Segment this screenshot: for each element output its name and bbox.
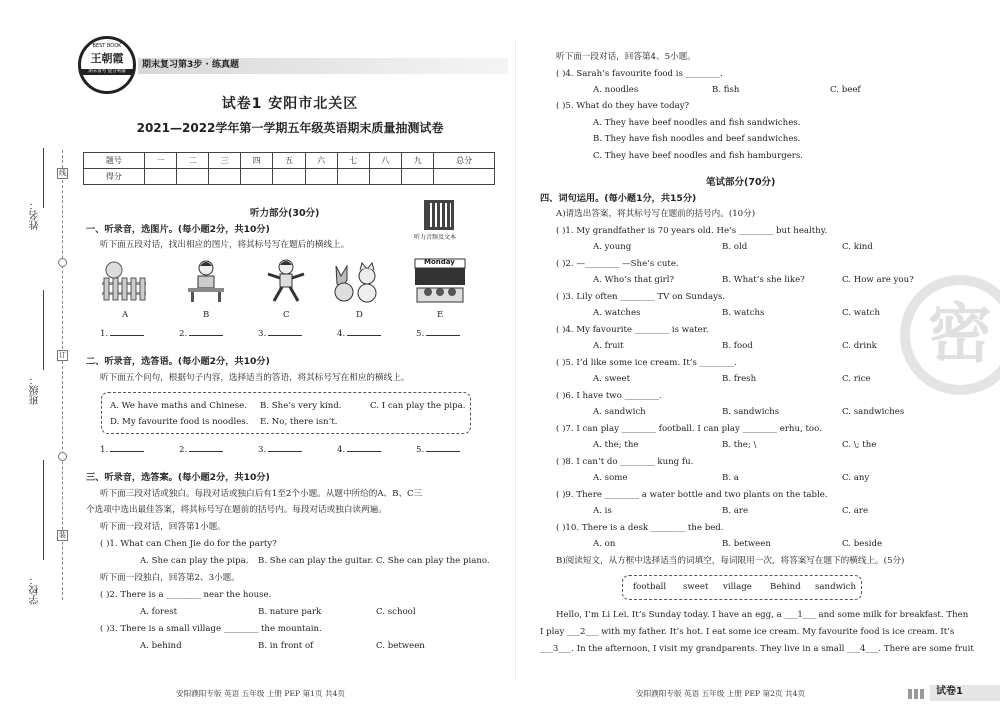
listening-heading: 听力部分(30分) bbox=[250, 208, 320, 219]
score-cell: 八 bbox=[369, 153, 401, 169]
pic-label-a: A bbox=[122, 310, 129, 320]
mc-option-a: A. sandwich bbox=[593, 407, 646, 417]
lead-2: 听下面一段独白，回答第2、3小题。 bbox=[100, 573, 240, 583]
q2-option-b: B. nature park bbox=[258, 607, 322, 617]
section-4-sub-b: B)阅读短文，从方框中选择适当的词填空，每词限用一次，将答案写在题下的横线上。(5分) bbox=[556, 556, 905, 566]
answer-2-2[interactable] bbox=[179, 444, 223, 456]
footer-squares-icon bbox=[908, 689, 926, 699]
punch-hole-icon bbox=[58, 452, 67, 461]
mc-option-c: C. kind bbox=[842, 242, 873, 252]
mc-option-b: B. between bbox=[722, 539, 771, 549]
mc-option-c: C. watch bbox=[842, 308, 881, 318]
mc-option-a: A. is bbox=[593, 506, 612, 516]
mc-option-b: B. sandwichs bbox=[722, 407, 780, 417]
answer-1-2[interactable] bbox=[179, 328, 223, 340]
answer-number: 4. bbox=[337, 445, 346, 455]
mc-option-a: A. the; the bbox=[593, 440, 639, 450]
answer-number: 3. bbox=[258, 445, 267, 455]
q4-option-a: A. noodles bbox=[593, 85, 639, 95]
mc-option-c: C. drink bbox=[842, 341, 877, 351]
passage-line-2: I play ___2___ with my father. It’s hot. I eat some ice cream. My favourite food is ice cream. It’s bbox=[540, 627, 955, 637]
mc-option-c: C. rice bbox=[842, 374, 871, 384]
answer-number: 2. bbox=[179, 329, 188, 339]
score-cell: 五 bbox=[273, 153, 305, 169]
written-heading: 笔试部分(70分) bbox=[706, 177, 776, 188]
mc-option-c: C. are bbox=[842, 506, 869, 516]
mc-option-b: B. food bbox=[722, 341, 753, 351]
name-label: 姓名： bbox=[30, 200, 41, 230]
kung-fu-boy-picture bbox=[262, 258, 310, 304]
question-1[interactable]: ( )1. What can Chen Jie do for the party? bbox=[100, 539, 277, 549]
mc-option-c: C. sandwiches bbox=[842, 407, 905, 417]
score-input[interactable] bbox=[369, 169, 401, 185]
pic-label-c: C bbox=[283, 310, 290, 320]
q3-option-c: C. between bbox=[376, 641, 425, 651]
page-divider bbox=[515, 40, 516, 680]
class-line bbox=[43, 290, 44, 370]
score-table-score-row bbox=[84, 169, 495, 185]
score-cell: 六 bbox=[305, 153, 337, 169]
cut-mark-mid: 订 bbox=[59, 351, 66, 359]
mc-option-c: C. \; the bbox=[842, 440, 877, 450]
footer-left: 安阳濮阳专版 英语 五年级 上册 PEP 第1页 共4页 bbox=[176, 689, 345, 698]
paper-title: 试卷1 安阳市北关区 bbox=[221, 96, 359, 112]
question-4[interactable]: ( )4. Sarah’s favourite food is ________. bbox=[556, 69, 723, 79]
answer-2-3[interactable] bbox=[258, 444, 302, 456]
q1-option-c: C. She can play the piano. bbox=[376, 556, 490, 566]
fence-tree-picture bbox=[100, 258, 148, 304]
answer-number: 5. bbox=[416, 445, 425, 455]
option-e: E. No, there isn’t. bbox=[260, 417, 338, 427]
q2-option-a: A. forest bbox=[140, 607, 178, 617]
section-3-instruction-1: 听下面三段对话或独白。每段对话或独白后有1至2个小题。从题中所给的A、B、C三 bbox=[100, 489, 423, 499]
answer-1-5[interactable] bbox=[416, 328, 460, 340]
pic-label-e: E bbox=[437, 310, 444, 320]
option-a: A. We have maths and Chinese. bbox=[110, 401, 247, 411]
class-label: 班级： bbox=[30, 375, 41, 405]
name-line bbox=[43, 148, 44, 208]
score-cell: 总分 bbox=[434, 153, 495, 169]
q3-option-a: A. behind bbox=[140, 641, 182, 651]
pic-label-b: B bbox=[203, 310, 210, 320]
score-input[interactable] bbox=[273, 169, 305, 185]
mc-option-c: C. How are you? bbox=[842, 275, 914, 285]
exam-title: 2021—2022学年第一学期五年级英语期末质量抽测试卷 bbox=[136, 121, 444, 135]
mc-question[interactable]: ( )10. There is a desk ________ the bed. bbox=[556, 523, 724, 533]
mc-option-a: A. some bbox=[593, 473, 628, 483]
mc-option-b: B. are bbox=[722, 506, 749, 516]
option-b: B. She’s very kind. bbox=[260, 401, 342, 411]
section-3-instruction-2: 个选项中选出最佳答案，将其标号写在题前的括号内。每段对话或独白读两遍。 bbox=[86, 505, 387, 515]
mc-question[interactable]: ( )8. I can’t do ________ kung fu. bbox=[556, 457, 694, 467]
section-1-title: 一、听录音，选图片。(每小题2分，共10分) bbox=[86, 224, 270, 235]
mc-question[interactable]: ( )6. I have two ________. bbox=[556, 391, 662, 401]
mc-option-a: A. young bbox=[593, 242, 632, 252]
pic-label-d: D bbox=[356, 310, 363, 320]
word-bank-item: sweet bbox=[683, 582, 709, 592]
footer-paper-tag: 试卷1 bbox=[930, 685, 1000, 701]
boy-at-desk-picture bbox=[182, 258, 230, 304]
score-cell: 九 bbox=[402, 153, 434, 169]
fox-and-cat-picture bbox=[332, 258, 380, 304]
score-table bbox=[83, 152, 495, 185]
mc-option-b: B. watchs bbox=[722, 308, 765, 318]
answer-2-5[interactable] bbox=[416, 444, 460, 456]
section-2-instruction: 听下面五个问句，根据句子内容，选择适当的答语，将其标号写在相应的横线上。 bbox=[100, 373, 410, 383]
mc-question[interactable]: ( )9. There ________ a water bottle and two plants on the table. bbox=[556, 490, 828, 500]
answer-2-4[interactable] bbox=[337, 444, 381, 456]
section-1-instruction: 听下面五段对话，找出相应的图片，将其标号写在题后的横线上。 bbox=[100, 240, 350, 250]
q3-option-b: B. in front of bbox=[258, 641, 314, 651]
score-input[interactable] bbox=[176, 169, 208, 185]
answer-number: 1. bbox=[100, 445, 109, 455]
logo-sub: 期末备考 提分利器 bbox=[81, 69, 133, 75]
word-bank-item: Behind bbox=[770, 582, 801, 592]
answer-1-1[interactable] bbox=[100, 328, 144, 340]
mc-question[interactable]: ( )7. I can play ________ football. I can play ________ erhu, too. bbox=[556, 424, 822, 434]
mc-option-b: B. the; \ bbox=[722, 440, 757, 450]
footer-right: 安阳濮阳专版 英语 五年级 上册 PEP 第2页 共4页 bbox=[636, 689, 805, 698]
q1-option-b: B. She can play the guitar. bbox=[258, 556, 374, 566]
word-bank-item: football bbox=[633, 582, 667, 592]
board-text: Monday bbox=[424, 258, 455, 266]
brand-logo bbox=[78, 36, 136, 94]
mc-question[interactable]: ( )1. My grandfather is 70 years old. He’s ________ but healthy. bbox=[556, 226, 828, 236]
mc-option-b: B. old bbox=[722, 242, 748, 252]
section-4-sub-a: A)请选出答案，将其标号写在题前的括号内。(10分) bbox=[556, 209, 756, 219]
cut-mark-top: 线 bbox=[59, 169, 66, 177]
mc-question[interactable]: ( )3. Lily often ________ TV on Sundays. bbox=[556, 292, 726, 302]
answer-1-4[interactable] bbox=[337, 328, 381, 340]
answer-number: 4. bbox=[337, 329, 346, 339]
mc-option-b: B. a bbox=[722, 473, 739, 483]
score-input[interactable] bbox=[144, 169, 176, 185]
lead-1: 听下面一段对话，回答第1小题。 bbox=[100, 522, 226, 532]
score-input[interactable] bbox=[402, 169, 434, 185]
mc-question[interactable]: ( )5. I’d like some ice cream. It’s ________. bbox=[556, 358, 737, 368]
watermark-seal bbox=[900, 275, 1000, 395]
section-3-title: 三、听录音，选答案。(每小题2分，共10分) bbox=[86, 472, 270, 483]
logo-badge: BEST BOOK bbox=[92, 43, 122, 49]
score-input[interactable] bbox=[241, 169, 273, 185]
q5-option-c: C. They have beef noodles and fish hamburgers. bbox=[593, 151, 804, 161]
passage-line-3: ___3___. In the afternoon, I visit my grandparents. They live in a small ___4___. There are some fruit bbox=[540, 644, 974, 654]
answer-1-3[interactable] bbox=[258, 328, 302, 340]
mc-option-a: A. watches bbox=[593, 308, 641, 318]
q2-option-c: C. school bbox=[376, 607, 416, 617]
answer-number: 2. bbox=[179, 445, 188, 455]
score-table-header-row bbox=[84, 153, 495, 169]
word-bank-item: village bbox=[723, 582, 752, 592]
school-line bbox=[43, 460, 44, 560]
school-label: 学校： bbox=[30, 575, 41, 605]
answer-number: 3. bbox=[258, 329, 267, 339]
score-input[interactable] bbox=[337, 169, 369, 185]
mc-option-a: A. on bbox=[593, 539, 616, 549]
word-bank-item: sandwich bbox=[815, 582, 857, 592]
cut-mark-bottom: 装 bbox=[59, 531, 66, 539]
header-banner: 期末复习第3步 · 练真题 bbox=[138, 58, 508, 74]
q5-option-b: B. They have fish noodles and beef sandwiches. bbox=[593, 134, 801, 144]
question-3[interactable]: ( )3. There is a small village ________ the mountain. bbox=[100, 624, 322, 634]
q5-option-a: A. They have beef noodles and fish sandwiches. bbox=[593, 118, 801, 128]
answer-number: 5. bbox=[416, 329, 425, 339]
punch-hole-icon bbox=[58, 258, 67, 267]
option-c: C. I can play the pipa. bbox=[370, 401, 466, 411]
question-5[interactable]: ( )5. What do they have today? bbox=[556, 101, 690, 111]
score-input[interactable] bbox=[209, 169, 241, 185]
score-input[interactable] bbox=[305, 169, 337, 185]
score-cell: 三 bbox=[209, 153, 241, 169]
score-cell: 七 bbox=[337, 153, 369, 169]
mc-option-b: B. What’s she like? bbox=[722, 275, 805, 285]
score-cell: 四 bbox=[241, 153, 273, 169]
mc-option-c: C. beside bbox=[842, 539, 883, 549]
logo-text: 王朝霞 bbox=[90, 52, 124, 66]
mc-question[interactable]: ( )2. —________ —She’s cute. bbox=[556, 259, 679, 269]
q1-option-a: A. She can play the pipa. bbox=[140, 556, 249, 566]
score-cell: 一 bbox=[144, 153, 176, 169]
question-2[interactable]: ( )2. There is a ________ near the house. bbox=[100, 590, 272, 600]
section-4-title: 四、词句运用。(每小题1分，共15分) bbox=[540, 193, 697, 204]
mc-option-a: A. fruit bbox=[593, 341, 624, 351]
option-d: D. My favourite food is noodles. bbox=[110, 417, 249, 427]
score-cell: 题号 bbox=[84, 153, 145, 169]
mc-option-c: C. any bbox=[842, 473, 870, 483]
score-input[interactable] bbox=[434, 169, 495, 185]
mc-question[interactable]: ( )4. My favourite ________ is water. bbox=[556, 325, 709, 335]
lead-3: 听下面一段对话，回答第4、5小题。 bbox=[556, 52, 696, 62]
score-cell: 得分 bbox=[84, 169, 145, 185]
watermark-text: 密 bbox=[928, 298, 992, 372]
mc-option-a: A. Who’s that girl? bbox=[593, 275, 675, 285]
qr-caption: 听力音频及文本 bbox=[414, 234, 457, 241]
passage-line-1: Hello, I’m Li Lei. It’s Sunday today. I have an egg, a ___1___ and some milk for breakfast. Then bbox=[556, 610, 969, 620]
q4-option-c: C. beef bbox=[830, 85, 861, 95]
answer-number: 1. bbox=[100, 329, 109, 339]
mc-option-b: B. fresh bbox=[722, 374, 757, 384]
answer-2-1[interactable] bbox=[100, 444, 144, 456]
section-2-title: 二、听录音，选答语。(每小题2分，共10分) bbox=[86, 356, 270, 367]
qr-code-icon[interactable] bbox=[424, 200, 454, 230]
mc-option-a: A. sweet bbox=[593, 374, 631, 384]
q4-option-b: B. fish bbox=[712, 85, 740, 95]
score-cell: 二 bbox=[176, 153, 208, 169]
